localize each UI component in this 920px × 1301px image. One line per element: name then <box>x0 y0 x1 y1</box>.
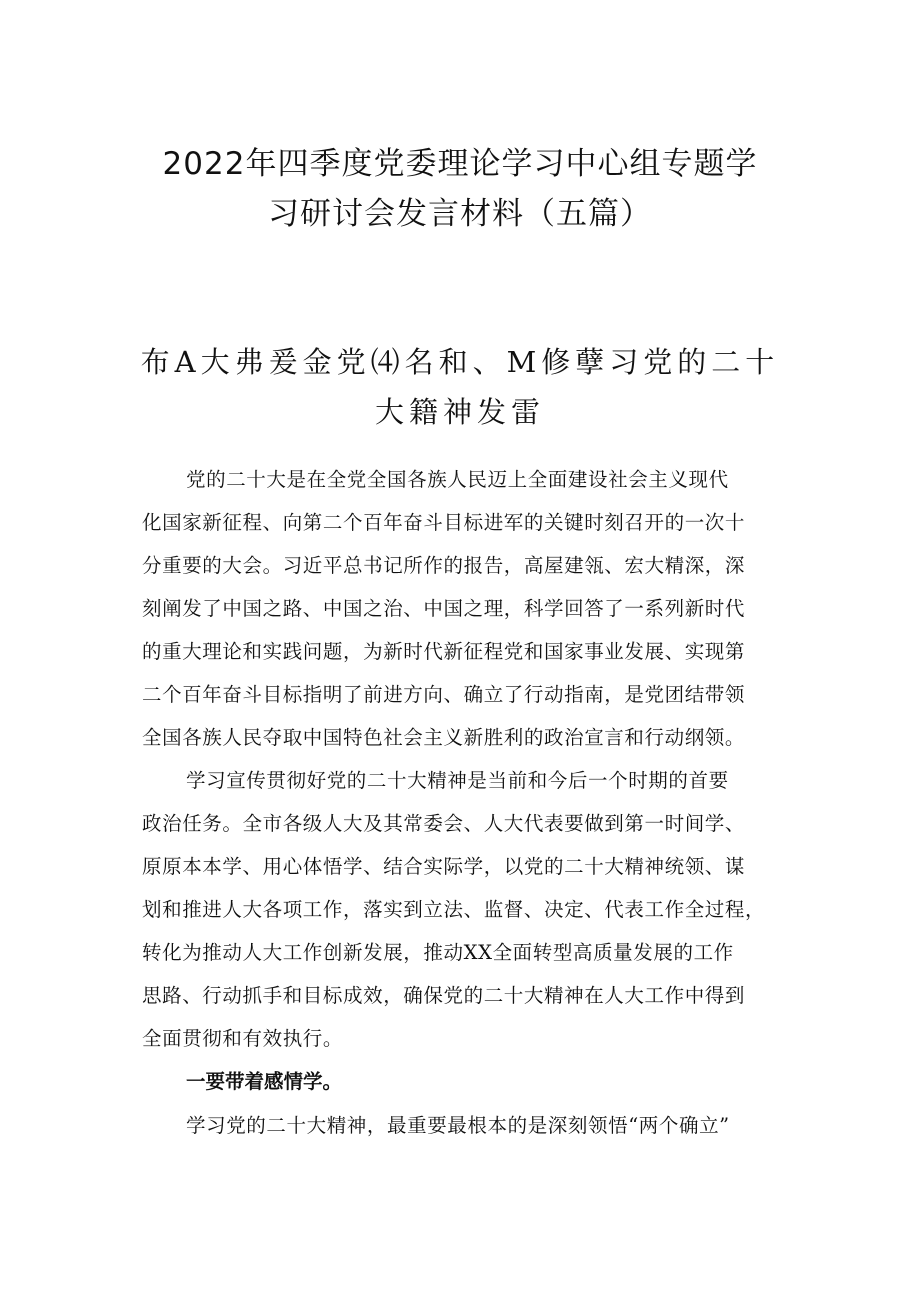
document-title-line-1 <box>0 144 920 184</box>
title-text: 2022年四季度党委理论学习中心组专题学 <box>162 146 758 182</box>
section-heading: 一要带着感情学。 <box>186 1070 343 1093</box>
paragraph-2 <box>142 759 792 1060</box>
title-text: 习研讨会发言材料（五篇） <box>268 196 652 232</box>
paragraph-line: 分重要的大会。习近平总书记所作的报告，高屋建瓴、宏大精深，深 <box>142 554 746 577</box>
paragraph-line: 学习宣传贯彻好党的二十大精神是当前和今后一个时期的首要 <box>186 769 729 792</box>
article-title-text: 布A大弗爰金党⑷名和、M修孽习党的二十 <box>140 345 780 379</box>
paragraph-line: 全国各族人民夺取中国特色社会主义新胜利的政治宣言和行动纲领。 <box>142 726 746 749</box>
paragraph-line: 划和推进人大各项工作，落实到立法、监督、决定、代表工作全过程， <box>142 898 766 921</box>
article-title-text: 大籍神发雷 <box>374 395 545 429</box>
paragraph-line: 转化为推动人大工作创新发展，推动XX全面转型高质量发展的工作 <box>142 941 734 964</box>
document-title-line-2 <box>0 194 920 234</box>
paragraph-line: 化国家新征程、向第二个百年奋斗目标进军的关键时刻召开的一次十 <box>142 511 746 534</box>
paragraph-line: 刻阐发了中国之路、中国之治、中国之理，科学回答了一系列新时代 <box>142 597 746 620</box>
paragraph-line: 二个百年奋斗目标指明了前进方向、确立了行动指南，是党团结带领 <box>142 683 746 706</box>
paragraph-line: 思路、行动抓手和目标成效，确保党的二十大精神在人大工作中得到 <box>142 984 746 1007</box>
paragraph-line: 全面贯彻和有效执行。 <box>142 1027 344 1050</box>
paragraph-line: 原原本本学、用心体悟学、结合实际学，以党的二十大精神统领、谋 <box>142 855 746 878</box>
article-title-line-2 <box>0 393 920 431</box>
paragraph-line: 政治任务。全市各级人大及其常委会、人大代表要做到第一时间学、 <box>142 812 746 835</box>
paragraph-line: 学习党的二十大精神，最重要最根本的是深刻领悟“两个确立” <box>186 1114 730 1137</box>
paragraph-3 <box>142 1104 792 1147</box>
paragraph-1 <box>142 458 792 759</box>
paragraph-line: 的重大理论和实践问题，为新时代新征程党和国家事业发展、实现第 <box>142 640 746 663</box>
article-title-line-1 <box>0 343 920 381</box>
paragraph-line: 党的二十大是在全党全国各族人民迈上全面建设社会主义现代 <box>186 468 729 491</box>
